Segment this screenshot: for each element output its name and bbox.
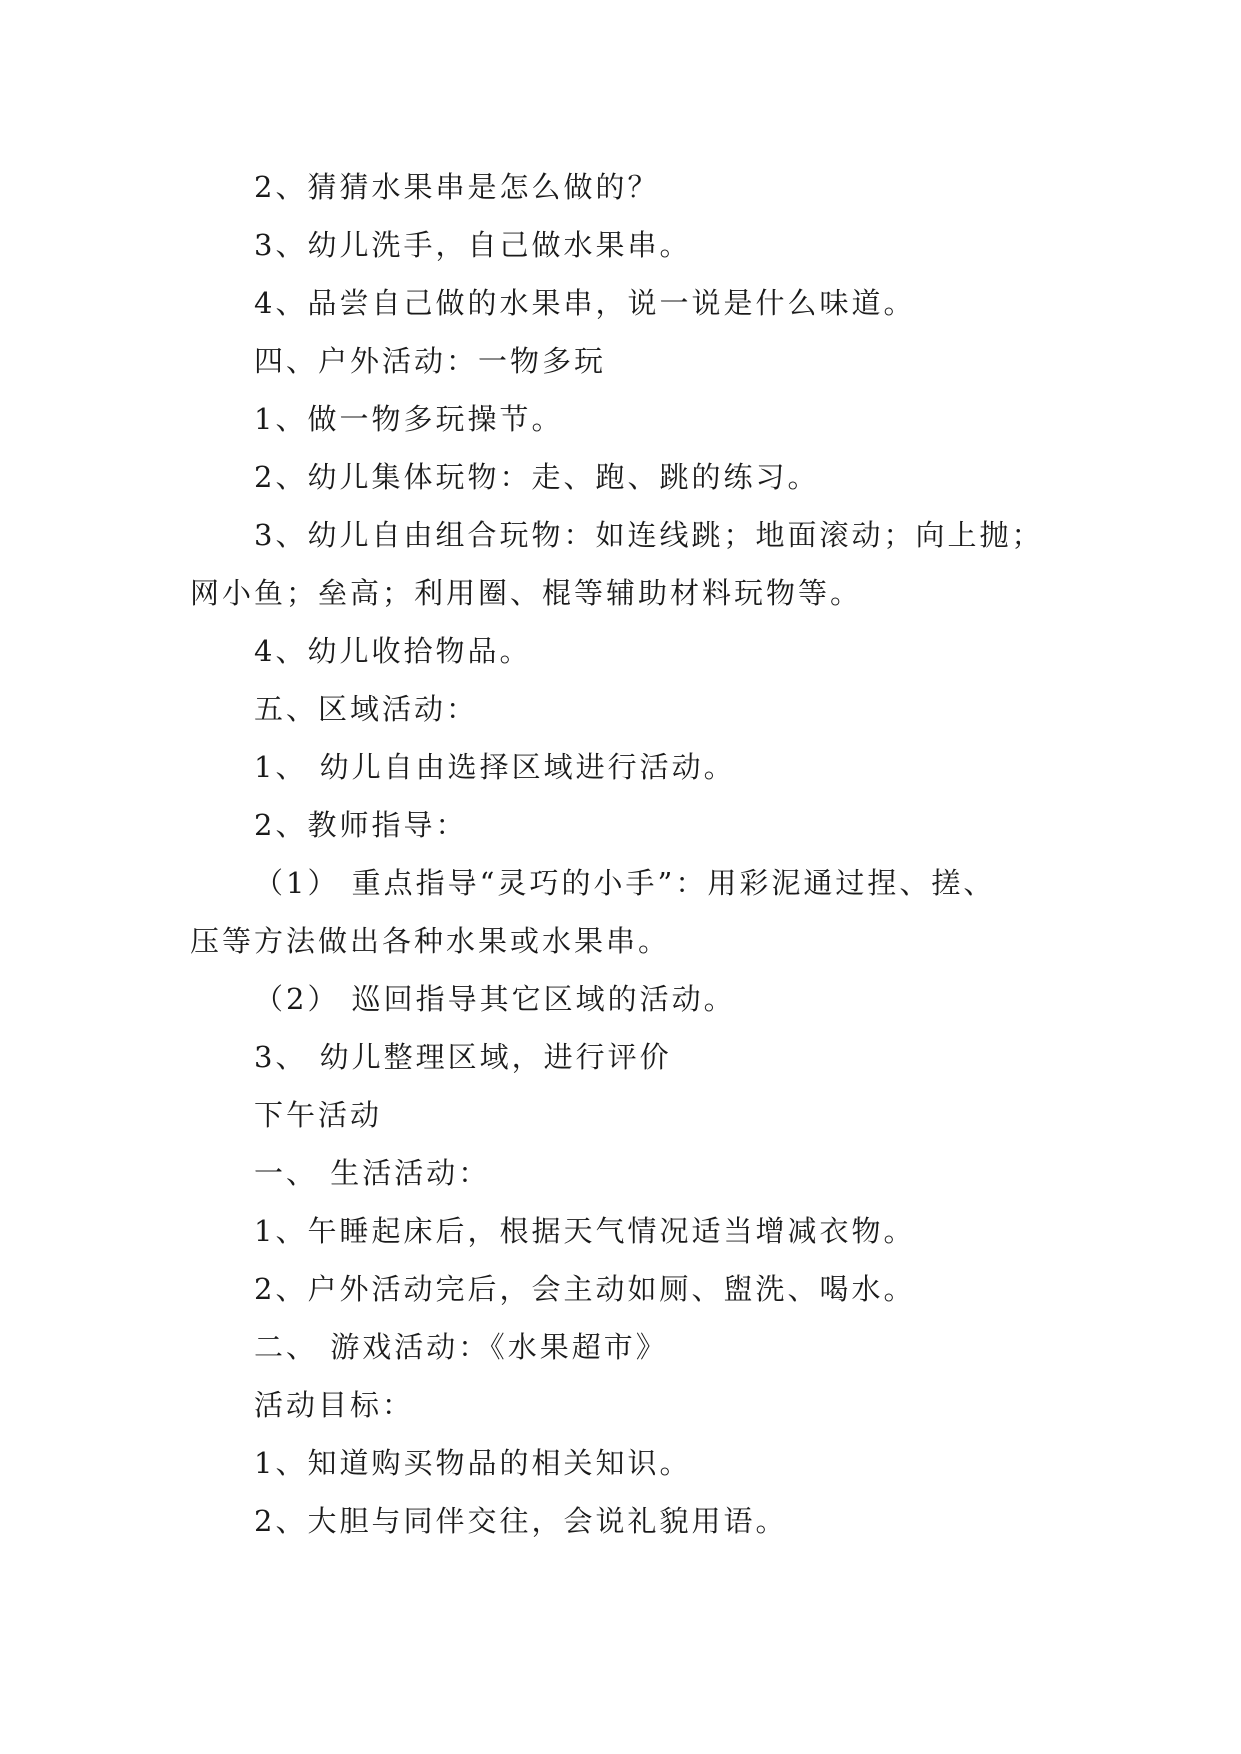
document-body	[190, 158, 1070, 1550]
section-heading: 二、 游戏活动：《水果超市》	[254, 1330, 668, 1364]
paragraph-line: 2、户外活动完后，会主动如厕、盥洗、喝水。	[254, 1272, 916, 1306]
paragraph-line: 2、猜猜水果串是怎么做的？	[254, 170, 660, 204]
paragraph-line: 3、 幼儿整理区域，进行评价	[254, 1040, 672, 1074]
paragraph-line: （2） 巡回指导其它区域的活动。	[254, 982, 736, 1016]
paragraph-line: 1、 幼儿自由选择区域进行活动。	[254, 750, 736, 784]
section-heading: 五、区域活动：	[254, 692, 479, 726]
paragraph-line: 活动目标：	[254, 1388, 415, 1422]
paragraph-line: 2、幼儿集体玩物：走、跑、跳的练习。	[254, 460, 820, 494]
paragraph-line: 3、幼儿洗手，自己做水果串。	[254, 228, 692, 262]
paragraph-line: 4、幼儿收拾物品。	[254, 634, 532, 668]
section-heading: 一、 生活活动：	[254, 1156, 491, 1190]
paragraph-line: 4、品尝自己做的水果串，说一说是什么味道。	[254, 286, 916, 320]
paragraph-continuation: 压等方法做出各种水果或水果串。	[190, 924, 671, 958]
paragraph-line: 3、幼儿自由组合玩物：如连线跳；地面滚动；向上抛；	[254, 518, 1044, 552]
paragraph-line: 1、知道购买物品的相关知识。	[254, 1446, 692, 1480]
paragraph-line: 1、午睡起床后，根据天气情况适当增减衣物。	[254, 1214, 916, 1248]
paragraph-line: 2、大胆与同伴交往，会说礼貌用语。	[254, 1504, 788, 1538]
section-heading: 四、户外活动：一物多玩	[254, 344, 607, 378]
section-heading: 下午活动	[254, 1098, 383, 1132]
paragraph-line: （1） 重点指导“灵巧的小手”：用彩泥通过捏、搓、	[254, 866, 996, 900]
paragraph-line: 2、教师指导：	[254, 808, 468, 842]
paragraph-continuation: 网小鱼；垒高；利用圈、棍等辅助材料玩物等。	[190, 576, 863, 610]
paragraph-line: 1、做一物多玩操节。	[254, 402, 564, 436]
